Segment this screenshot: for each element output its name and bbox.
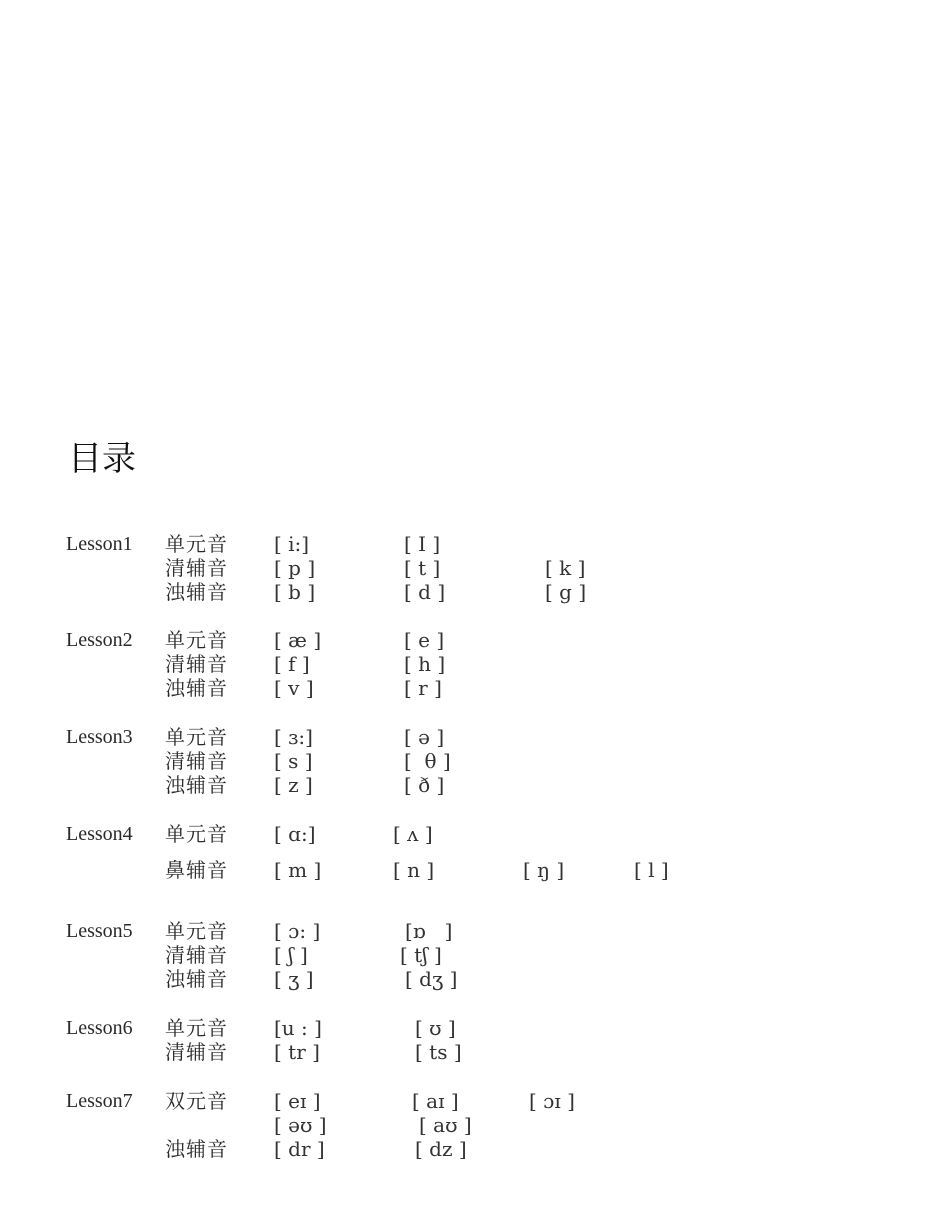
phonetic-symbol: [u : ] — [274, 1016, 322, 1040]
phonetic-symbol: [ ð ] — [404, 773, 445, 797]
phonetic-symbol: [ m ] — [274, 858, 322, 882]
phonetic-symbol: [ I ] — [404, 532, 441, 556]
phonetic-symbol: [ d ] — [404, 580, 446, 604]
category-label: 单元音 — [165, 628, 228, 652]
phonetic-symbol: [ ts ] — [415, 1040, 462, 1064]
phonetic-symbol: [ ɔ: ] — [274, 919, 321, 943]
phonetic-symbol: [ dʒ ] — [405, 967, 458, 991]
phonetic-symbol: [ θ ] — [404, 749, 451, 773]
category-label: 鼻辅音 — [165, 858, 228, 882]
category-label: 清辅音 — [165, 749, 228, 773]
lesson-title: Lesson2 — [66, 629, 133, 651]
phonetic-symbol: [ z ] — [274, 773, 313, 797]
phonetic-symbol: [ ɔɪ ] — [529, 1089, 575, 1113]
category-label: 单元音 — [165, 919, 228, 943]
lesson-title: Lesson4 — [66, 823, 133, 845]
category-label: 清辅音 — [165, 556, 228, 580]
lesson-title: Lesson5 — [66, 920, 133, 942]
phonetic-symbol: [ ŋ ] — [523, 858, 565, 882]
toc-title: 目录 — [68, 439, 136, 479]
phonetic-symbol: [ i:] — [274, 532, 310, 556]
phonetic-symbol: [ e ] — [404, 628, 445, 652]
phonetic-symbol: [ r ] — [404, 676, 442, 700]
phonetic-symbol: [ l ] — [634, 858, 669, 882]
phonetic-symbol: [ k ] — [545, 556, 586, 580]
phonetic-symbol: [ əʊ ] — [274, 1113, 327, 1137]
phonetic-symbol: [ aʊ ] — [419, 1113, 472, 1137]
category-label: 清辅音 — [165, 652, 228, 676]
lesson-title: Lesson7 — [66, 1090, 133, 1112]
phonetic-symbol: [ ʊ ] — [415, 1016, 456, 1040]
category-label: 浊辅音 — [165, 580, 228, 604]
phonetic-symbol: [ ɜ:] — [274, 725, 313, 749]
category-label: 浊辅音 — [165, 773, 228, 797]
phonetic-symbol: [ tʃ ] — [400, 943, 442, 967]
phonetic-symbol: [ ʒ ] — [274, 967, 314, 991]
phonetic-symbol: [ ə ] — [404, 725, 445, 749]
category-label: 单元音 — [165, 532, 228, 556]
lesson-title: Lesson6 — [66, 1017, 133, 1039]
phonetic-symbol: [ æ ] — [274, 628, 322, 652]
phonetic-symbol: [ f ] — [274, 652, 310, 676]
category-label: 单元音 — [165, 822, 228, 846]
category-label: 浊辅音 — [165, 676, 228, 700]
phonetic-symbol: [ n ] — [393, 858, 435, 882]
phonetic-symbol: [ s ] — [274, 749, 313, 773]
category-label: 清辅音 — [165, 943, 228, 967]
phonetic-symbol: [ p ] — [274, 556, 316, 580]
phonetic-symbol: [ aɪ ] — [412, 1089, 459, 1113]
lesson-title: Lesson3 — [66, 726, 133, 748]
phonetic-symbol: [ eɪ ] — [274, 1089, 321, 1113]
category-label: 清辅音 — [165, 1040, 228, 1064]
category-label: 单元音 — [165, 725, 228, 749]
phonetic-symbol: [ v ] — [274, 676, 314, 700]
category-label: 单元音 — [165, 1016, 228, 1040]
category-label: 浊辅音 — [165, 967, 228, 991]
phonetic-symbol: [ g ] — [545, 580, 587, 604]
phonetic-symbol: [ t ] — [404, 556, 441, 580]
category-label: 双元音 — [165, 1089, 228, 1113]
phonetic-symbol: [ ʌ ] — [393, 822, 433, 846]
phonetic-symbol: [ tr ] — [274, 1040, 320, 1064]
phonetic-symbol: [ h ] — [404, 652, 446, 676]
phonetic-symbol: [ɒ ] — [405, 919, 453, 943]
phonetic-symbol: [ dr ] — [274, 1137, 325, 1161]
phonetic-symbol: [ dz ] — [415, 1137, 467, 1161]
phonetic-symbol: [ ʃ ] — [274, 943, 308, 967]
category-label: 浊辅音 — [165, 1137, 228, 1161]
phonetic-symbol: [ b ] — [274, 580, 316, 604]
lesson-title: Lesson1 — [66, 533, 133, 555]
phonetic-symbol: [ ɑ:] — [274, 822, 316, 846]
